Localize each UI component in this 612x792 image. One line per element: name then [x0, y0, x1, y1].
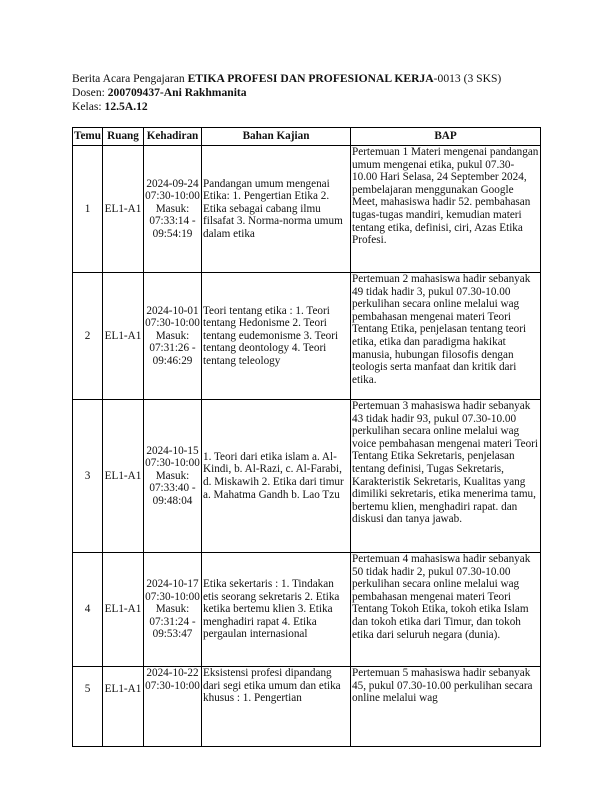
cell-ruang: EL1-A1 [103, 273, 144, 400]
cell-bahan-kajian: Teori tentang etika : 1. Teori tentang Hedonisme 2. Teori tentang eudemonisme 3. Teori tentang deontology 4. Teori tentang teleology [202, 273, 351, 400]
cell-temu: 4 [73, 553, 103, 667]
cell-temu: 2 [73, 273, 103, 400]
header-line-dosen [72, 86, 552, 100]
document-header [72, 72, 552, 113]
cell-bap [351, 553, 541, 667]
kelas-value: 12.5A.12 [104, 99, 148, 113]
cell-kehadiran: 2024-10-15 07:30-10:00 Masuk: 07:33:40 - 09:48:04 [144, 400, 202, 553]
dosen-value: 200709437-Ani Rakhmanita [107, 85, 247, 99]
table-row [73, 400, 541, 553]
table-header-row [73, 128, 541, 146]
cell-temu: 3 [73, 400, 103, 553]
cell-ruang: EL1-A1 [103, 667, 144, 747]
cell-bahan-kajian: Pandangan umum mengenai Etika: 1. Pengertian Etika 2. Etika sebagai cabang ilmu filsafat 3. Norma-norma umum dalam etika [202, 146, 351, 273]
bap-text: Pertemuan 2 mahasiswa hadir sebanyak 49 tidak hadir 3, pukul 07.30-10.00 perkulihan secara online melalui wag pembahasan mengenai materi Teori Tentang Etika, penjelasan tentang teori etika, etika dan paradigma hakikat manusia, hubungan filosofis dengan teologis serta manfaat dan kritik dari etika. [352, 273, 531, 386]
header-line-course [72, 72, 552, 86]
dosen-label: Dosen: [72, 85, 108, 99]
cell-bahan-kajian: Etika sekertaris : 1. Tindakan etis seorang sekretaris 2. Etika ketika bertemu klien 3. Etika menghadiri rapat 4. Etika pergaulan internasional [202, 553, 351, 667]
header-title-prefix: Berita Acara Pengajaran [72, 72, 188, 85]
column-header-temu: Temu [73, 128, 103, 146]
course-code-credits: -0013 (3 SKS) [433, 72, 502, 85]
cell-ruang: EL1-A1 [103, 400, 144, 553]
cell-bap [351, 400, 541, 553]
bap-text: Pertemuan 4 mahasiswa hadir sebanyak 50 tidak hadir 2, pukul 07.30-10.00 perkulihan secara online melalui wag pembahasan mengenai materi Teori Tentang Tokoh Etika, tokoh etika Islam dan tokoh etika dari Timur, dan tokoh etika dari seluruh negara (dunia). [352, 553, 531, 641]
course-name: ETIKA PROFESI DAN PROFESIONAL KERJA [187, 72, 434, 85]
column-header-bap: BAP [351, 128, 541, 146]
kelas-label: Kelas: [72, 99, 105, 113]
cell-ruang: EL1-A1 [103, 146, 144, 273]
table-row [73, 667, 541, 747]
cell-bahan-kajian: Eksistensi profesi dipandang dari segi etika umum dan etika khusus : 1. Pengertian [202, 667, 351, 747]
table-row [73, 146, 541, 273]
bap-table [72, 127, 541, 747]
table-row [73, 273, 541, 400]
bap-text: Pertemuan 1 Materi mengenai pandangan umum mengenai etika, pukul 07.30-10.00 Hari Selasa, 24 September 2024, pembelajaran menggunakan Google Meet, mahasiswa hadir 52. pembahasan tugas-tugas mandiri, kemudian materi tentang etika, definisi, ciri, Azas Etika Profesi. [352, 146, 539, 247]
cell-bap [351, 273, 541, 400]
cell-temu: 1 [73, 146, 103, 273]
header-line-kelas [72, 100, 552, 114]
column-header-kehadiran: Kehadiran [144, 128, 202, 146]
cell-bap [351, 667, 541, 747]
cell-temu: 5 [73, 667, 103, 747]
cell-bahan-kajian: 1. Teori dari etika islam a. Al-Kindi, b. Al-Razi, c. Al-Farabi, d. Miskawih 2. Etika dari timur a. Mahatma Gandh b. Lao Tzu [202, 400, 351, 553]
table-row [73, 553, 541, 667]
cell-kehadiran: 2024-10-01 07:30-10:00 Masuk: 07:31:26 - 09:46:29 [144, 273, 202, 400]
bap-text: Pertemuan 5 mahasiswa hadir sebanyak 45, pukul 07.30-10.00 perkulihan secara online melalui wag [352, 667, 533, 705]
cell-ruang: EL1-A1 [103, 553, 144, 667]
cell-bap [351, 146, 541, 273]
column-header-ruang: Ruang [103, 128, 144, 146]
bap-text: Pertemuan 3 mahasiswa hadir sebanyak 43 tidak hadir 93, pukul 07.30-10.00 perkulihan secara online melalui wag voice pembahasan mengenai materi Teori Tentang Etika Sekretaris, penjelasan tentang definisi, Tugas Sekretaris, Karakteristik Sekretaris, Kualitas yang dimiliki sekretaris, etika menerima tamu, bertemu klien, menghadiri rapat. dan diskusi dan tanya jawab. [352, 400, 539, 526]
cell-kehadiran: 2024-10-17 07:30-10:00 Masuk: 07:31:24 - 09:53:47 [144, 553, 202, 667]
cell-kehadiran: 2024-10-22 07:30-10:00 [144, 667, 202, 747]
column-header-bahan-kajian: Bahan Kajian [202, 128, 351, 146]
cell-kehadiran: 2024-09-24 07:30-10:00 Masuk: 07:33:14 - 09:54:19 [144, 146, 202, 273]
